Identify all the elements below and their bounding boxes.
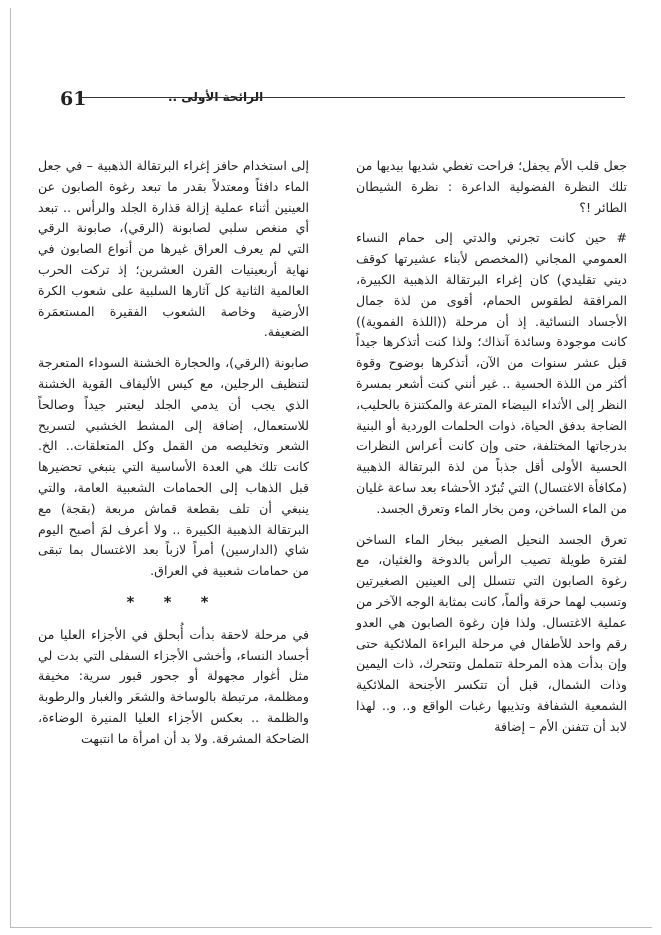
left-column	[38, 156, 309, 760]
header-rule	[80, 97, 625, 98]
section-separator: * * *	[126, 592, 221, 611]
paragraph: في مرحلة لاحقة بدأت أُبحلق في الأجزاء العليا من أجساد النساء، وأخشى الأجزاء السفلى التي بدت لي مثل أغوار مجهولة أو جحور قبور سرية: مخيفة ومظلمة، مرتبطة بالوساخة والشعَر والغبار والرطوبة والظلمة .. بعكس الأجزاء العليا المنيرة الوضاءة، الضاحكة المشرقة. ولا بد أن امرأة ما انتبهت	[38, 626, 309, 746]
paragraph: تعرق الجسد النحيل الصغير ببخار الماء الساخن لفترة طويلة تصيب الرأس بالدوخة والغثيان، مع رغوة الصابون التي تتسلل إلى العينين الصغيرتين وتسبب لهما حرقة وألماً، كانت بمثابة الوجه الآخر من عملية الاغتسال. ولذا فإن رغوة الصابون هي العدو رقم واحد للأطفال في مرحلة البراءة الملائكية حتى وإن بدأت هذه المرحلة تتململ وتتحرك، ذات اليمين وذات الشمال، قبل أن تتكسر الأجنحة الملائكية الشمعية الشفافة وتذيبها رغبات الواقع و.. و.. لهذا لابد أن تتفنن الأم – إضافة	[356, 531, 627, 734]
page-number: 61	[60, 88, 87, 110]
paragraph: # حين كانت تجرني والدتي إلى حمام النساء العمومي المجاني (المخصص لأبناء عشيرتها كوقف ديني تقليدي) كان إغراء البرتقالة الذهبية الكبيرة، المرافقة لطقوس الحمام، أقوى من لذة جمال الأجساد النسائية. إذ أن مرحلة ((اللذة الفموية)) كانت موجودة وسائدة آنذاك؛ ولذا كنت أتذكرها جيداً قبل عشر سنوات من الآن، أتذكرها بوضوح وقوة أكثر من اللذة الحسية .. غير أنني كنت أشعر بمسرة النظر إلى الأثداء البيضاء المترعة والمكتنزة بالحليب، الضاجة بدفق الحياة، ذوات الحلمات الوردية أو البنية بدرجاتها المختلفة، حتى وإن كانت أعراس النظرات الحسية الأولى أقل جذباً من لذة البرتقالة الذهبية (مكافأة الاغتسال) التي تُبرّد الأحشاء بعد ساعة غليان من الماء الساخن، ومن بخار الماء وتعرق الجسد.	[356, 230, 627, 516]
paragraph: صابونة (الرقي)، والحجارة الخشنة السوداء المتعرجة لتنظيف الرجلين، مع كيس الأليفاف القوية الخشنة الذي يجب أن يدمي الجلد ليعتبر جيداً وصالحاً للاستعمال، إضافة إلى المشط الخشبي لتسريح الشعر وتخليصه من القمل وكل المتعلقات.. الخ. كانت تلك هي العدة الأساسية التي ينبغي تحضيرها قبل الذهاب إلى الحمامات الشعبية العامة، والتي ينبغي أن تلف بقطعة قماش مربعة (بقجة) مع البرتقالة الذهبية الكبيرة .. ولا أعرف لمَ أصبح اليوم شاي (الدارسين) أمراً لازباً بعد الاغتسال بما تبقى من حمامات شعبية في العراق.	[38, 355, 309, 579]
running-head: الرائحة الأولى ..	[168, 90, 264, 104]
paragraph: إلى استخدام حافز إغراء البرتقالة الذهبية – في جعل الماء دافئاً ومعتدلاً بقدر ما تبعد رغوة الصابون عن العينين أثناء عملية إزالة قذارة الجلد والرأس .. تبعد أي منغص سلبي لصابونة (الرقي)، صابونة الرقي التي لم يعرف العراق غيرها من أنواع الصابون في نهاية أربعينيات القرن العشرين؛ إذ تركت الحرب العالمية الثانية كل آثارها السلبية على شعوب الكرة الأرضية وخاصة الشعوب الفقيرة المستعمَرة الضعيفة.	[38, 158, 309, 340]
right-column	[356, 156, 627, 748]
paragraph: جعل قلب الأم يجفل؛ فراحت تغطي شديها بيديها من تلك النظرة الفضولية الداعرة : نظرة الشيطان الطائر !؟	[356, 158, 627, 215]
